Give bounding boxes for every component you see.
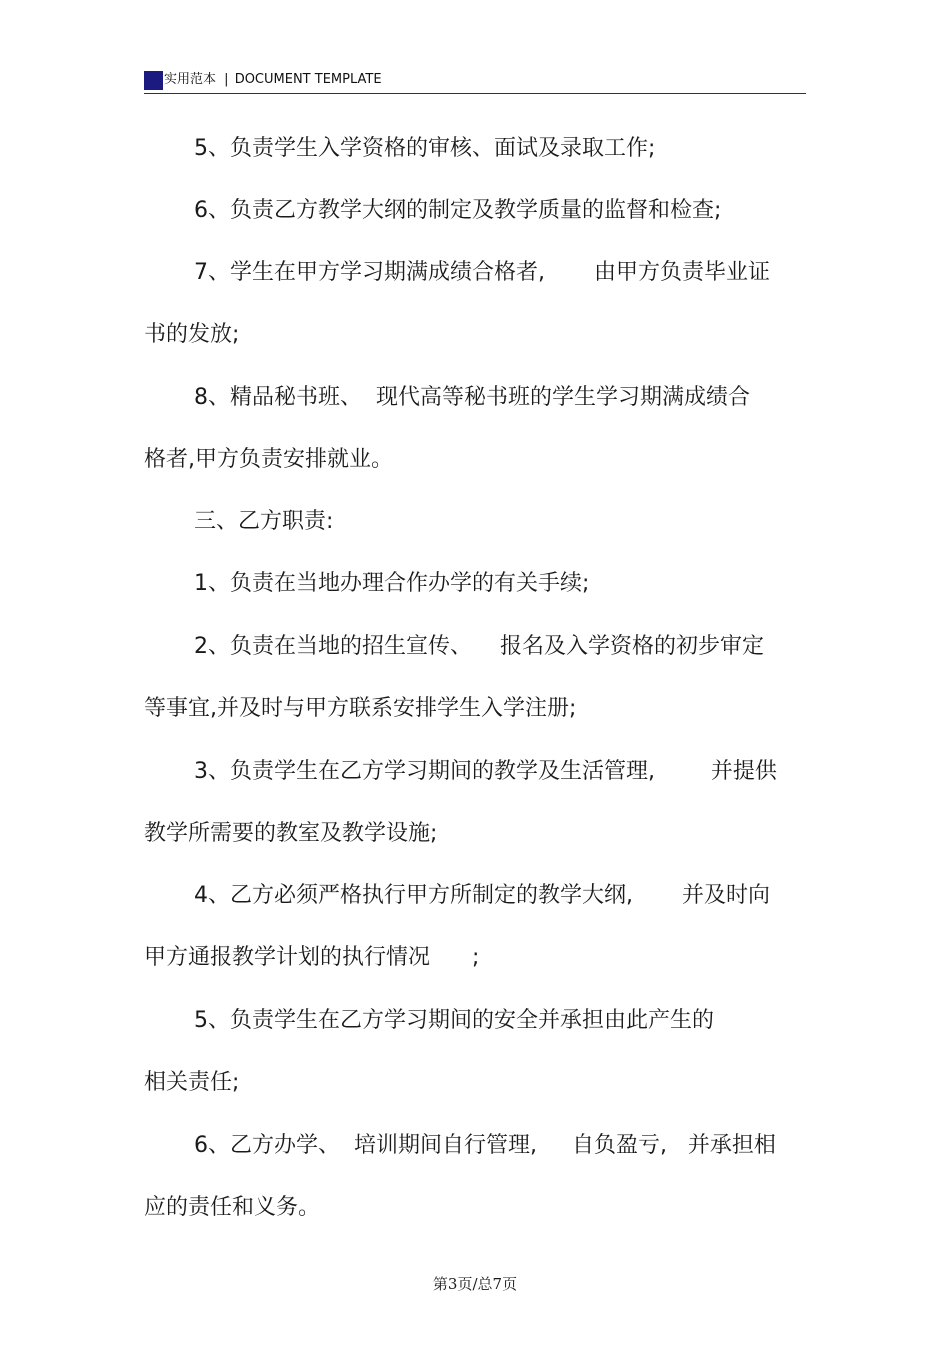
body-line: 教学所需要的教室及教学设施; [144, 821, 438, 846]
body-line: 7、学生在甲方学习期满成绩合格者, 由甲方负责毕业证 [194, 260, 770, 285]
body-line: 6、乙方办学、 培训期间自行管理, 自负盈亏, 并承担相 [194, 1133, 776, 1158]
body-line: 4、乙方必须严格执行甲方所制定的教学大纲, 并及时向 [194, 883, 770, 908]
brand-square-icon [144, 71, 163, 90]
body-line: 书的发放; [144, 322, 240, 347]
body-line: 6、负责乙方教学大纲的制定及教学质量的监督和检查; [194, 198, 722, 223]
header-separator: | [224, 72, 229, 87]
body-line: 8、精品秘书班、 现代高等秘书班的学生学习期满成绩合 [194, 385, 750, 410]
body-line: 格者,甲方负责安排就业。 [144, 447, 393, 472]
section-heading: 三、乙方职责: [194, 509, 334, 534]
header-brand-en: DOCUMENT TEMPLATE [234, 72, 382, 87]
body-line: 3、负责学生在乙方学习期间的教学及生活管理, 并提供 [194, 759, 777, 784]
body-line: 1、负责在当地办理合作办学的有关手续; [194, 571, 590, 596]
body-line: 5、负责学生在乙方学习期间的安全并承担由此产生的 [194, 1008, 714, 1033]
page-header [144, 69, 806, 94]
body-line: 甲方通报教学计划的执行情况 ; [144, 945, 480, 970]
body-line: 等事宜,并及时与甲方联系安排学生入学注册; [144, 696, 577, 721]
page-number: 第3页/总7页 [432, 1275, 518, 1293]
body-line: 相关责任; [144, 1070, 240, 1095]
body-line: 应的责任和义务。 [144, 1195, 321, 1220]
body-line: 2、负责在当地的招生宣传、 报名及入学资格的初步审定 [194, 634, 764, 659]
header-title [164, 72, 382, 88]
header-brand-cn: 实用范本 [164, 72, 217, 87]
body-line: 5、负责学生入学资格的审核、面试及录取工作; [194, 136, 656, 161]
